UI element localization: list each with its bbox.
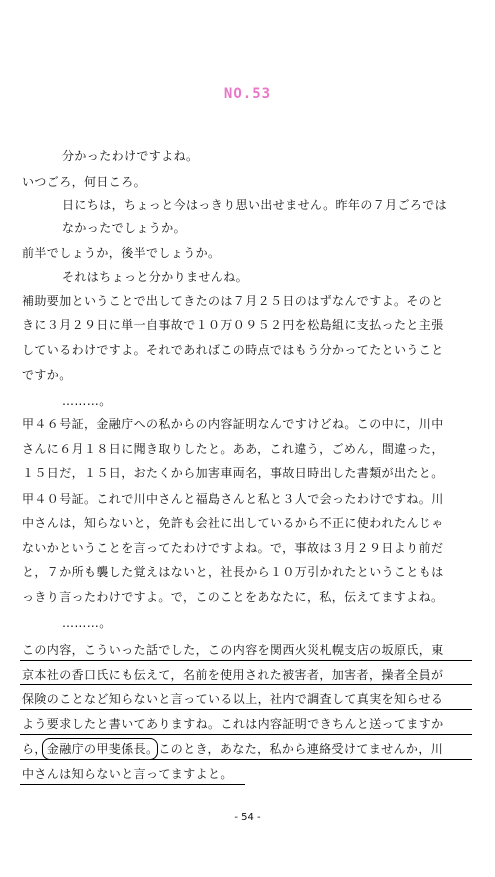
text-line: 保険のことなど知らないと言っている以上，社内で調査して真実を知らせる — [22, 692, 444, 706]
text-line: と，７か所も襲した覚えはないと，社長から１０万引かれたということもは — [22, 565, 444, 579]
text-line: ら，金融庁の甲斐係長。このとき，あなた，私から連絡受けてませんか，川 — [22, 742, 444, 756]
handwritten-underline — [20, 734, 472, 735]
text-line: ………。 — [62, 616, 112, 630]
text-line: 分かったわけですよね。 — [62, 149, 199, 163]
text-line: ………。 — [62, 394, 112, 408]
text-line: １５日だ，１５日，おたくから加害車両名，事故日時出した書類が出たと。 — [22, 466, 444, 480]
text-line: この内容，こういった話でした，この内容を関西火災札幌支店の坂原氏，東 — [22, 643, 444, 657]
page-header-title: NO.53 — [223, 86, 272, 102]
text-line: 京本社の香口氏にも伝えて，名前を使用された被害者，加害者，操者全員が — [22, 668, 444, 682]
text-line: ないかということを言ってたわけですよね。で，事故は３月２９日より前だ — [22, 541, 444, 555]
text-line: さんに６月１８日に聞き取りしたと。ああ，これ違う，ごめん，間違った， — [22, 442, 444, 456]
text-line: ですか。 — [22, 368, 72, 382]
text-line: 中さんは知らないと言ってますよと。 — [22, 767, 233, 781]
text-line: っきり言ったわけですよ。で，このことをあなたに，私，伝えてますよね。 — [22, 590, 444, 604]
handwritten-underline — [20, 660, 472, 661]
text-line: きに３月２９日に単一自事故で１０万０９５２円を松島組に支払ったと主張 — [22, 318, 444, 332]
text-line: 日にちは，ちょっと今はっきり思い出せません。昨年の７月ごろでは — [62, 198, 448, 212]
text-line: 前半でしょうか，後半でしょうか。 — [22, 246, 221, 260]
handwritten-underline — [20, 784, 245, 785]
text-line: しているわけですよ。それであればこの時点ではもう分かってたということ — [22, 343, 444, 357]
text-line: 補助要加ということで出してきたのは７月２５日のはずなんですよ。そのと — [22, 294, 444, 308]
page-number: - 54 - — [234, 812, 261, 823]
text-line: 甲４６号証，金融庁への私からの内容証明なんですけどね。この中に，川中 — [22, 417, 444, 431]
handwritten-bracket — [42, 738, 158, 760]
text-line: なかったでしょうか。 — [62, 221, 187, 235]
handwritten-underline — [20, 684, 472, 685]
text-line: 甲４０号証。これで川中さんと福島さんと私と３人で会ったわけですね。川 — [22, 492, 444, 506]
text-line: いつごろ，何日ころ。 — [22, 175, 147, 189]
handwritten-underline — [20, 709, 472, 710]
text-line: それはちょっと分かりませんね。 — [62, 270, 249, 284]
text-line: 中さんは，知らないと，免許も会社に出しているから不正に使われたんじゃ — [22, 516, 444, 530]
text-line: よう要求したと書いてありますね。これは内容証明できちんと送ってますか — [22, 717, 444, 731]
